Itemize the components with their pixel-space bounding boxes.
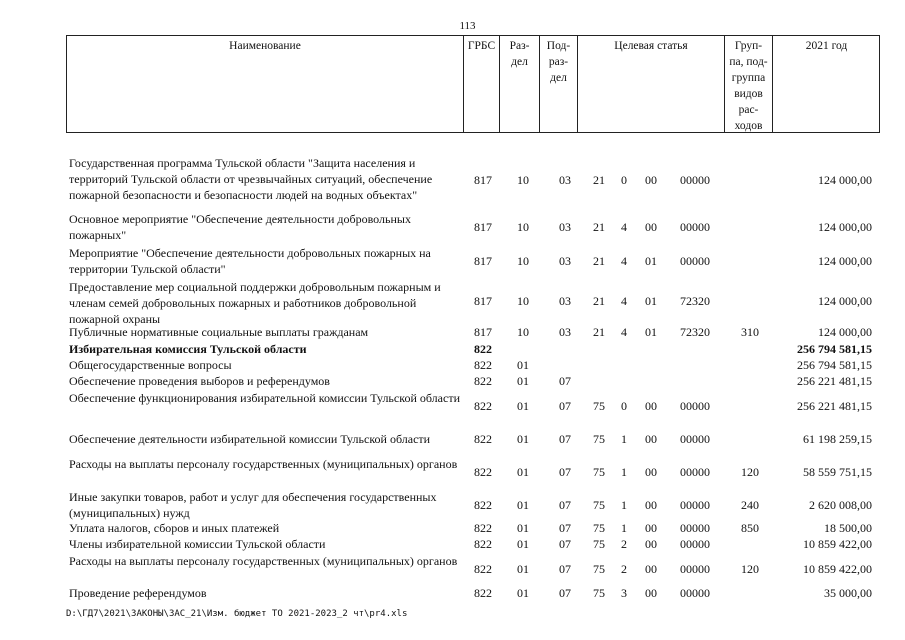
- row-ts4: 00000: [680, 254, 710, 268]
- row-grbs: 822: [474, 562, 492, 576]
- row-ts2: 4: [621, 220, 627, 234]
- row-sum: 124 000,00: [818, 254, 872, 268]
- row-ts4: 00000: [680, 521, 710, 535]
- row-podrazdel: 07: [559, 432, 571, 446]
- row-name: Расходы на выплаты персоналу государственных (муниципальных) органов: [69, 457, 458, 471]
- row-ts2: 0: [621, 173, 627, 187]
- row-grbs: 822: [474, 342, 492, 356]
- row-razdel: 01: [517, 521, 529, 535]
- row-ts3: 01: [645, 325, 657, 339]
- row-ts2: 2: [621, 537, 627, 551]
- row-sum: 10 859 422,00: [803, 562, 872, 576]
- row-ts3: 00: [645, 586, 657, 600]
- row-ts3: 00: [645, 521, 657, 535]
- row-podrazdel: 03: [559, 325, 571, 339]
- row-podrazdel: 07: [559, 498, 571, 512]
- row-ts1: 75: [593, 399, 605, 413]
- row-sum: 124 000,00: [818, 173, 872, 187]
- row-ts1: 21: [593, 325, 605, 339]
- row-name: Обеспечение проведения выборов и референдумов: [69, 374, 330, 388]
- row-ts4: 00000: [680, 173, 710, 187]
- row-vid: 120: [741, 562, 759, 576]
- row-ts2: 3: [621, 586, 627, 600]
- row-ts1: 75: [593, 498, 605, 512]
- row-sum: 256 221 481,15: [797, 399, 872, 413]
- row-grbs: 822: [474, 465, 492, 479]
- row-razdel: 10: [517, 294, 529, 308]
- row-ts3: 00: [645, 562, 657, 576]
- row-sum: 61 198 259,15: [803, 432, 872, 446]
- row-ts1: 21: [593, 294, 605, 308]
- header-year: 2021 год: [805, 40, 848, 52]
- row-podrazdel: 03: [559, 294, 571, 308]
- row-grbs: 822: [474, 358, 492, 372]
- row-ts2: 1: [621, 432, 627, 446]
- row-podrazdel: 07: [559, 537, 571, 551]
- row-name: Мероприятие "Обеспечение деятельности добровольных пожарных на территории Тульской области": [69, 246, 431, 276]
- row-ts2: 0: [621, 399, 627, 413]
- page-number: 113: [459, 20, 476, 32]
- row-name: Обеспечение функционирования избирательной комиссии Тульской области: [69, 391, 460, 405]
- row-ts2: 4: [621, 254, 627, 268]
- row-ts1: 75: [593, 562, 605, 576]
- row-ts1: 21: [593, 220, 605, 234]
- row-ts4: 00000: [680, 562, 710, 576]
- row-ts4: 00000: [680, 586, 710, 600]
- row-name: Члены избирательной комиссии Тульской области: [69, 537, 326, 551]
- row-grbs: 822: [474, 521, 492, 535]
- row-razdel: 01: [517, 374, 529, 388]
- row-vid: 850: [741, 521, 759, 535]
- footer-path: D:\ГД7\2021\ЗАКОНЫ\ЗАС_21\Изм. бюджет ТО 2021-2023_2 чт\pr4.xls: [66, 609, 408, 619]
- header-podrazdel: Под- раз- дел: [540, 36, 578, 132]
- row-ts4: 00000: [680, 432, 710, 446]
- row-razdel: 01: [517, 399, 529, 413]
- row-ts2: 4: [621, 294, 627, 308]
- row-sum: 124 000,00: [818, 325, 872, 339]
- row-ts4: 00000: [680, 465, 710, 479]
- row-razdel: 10: [517, 325, 529, 339]
- row-podrazdel: 07: [559, 399, 571, 413]
- row-ts2: 1: [621, 521, 627, 535]
- row-sum: 18 500,00: [824, 521, 872, 535]
- row-name: Общегосударственные вопросы: [69, 358, 232, 372]
- row-sum: 256 794 581,15: [797, 358, 872, 372]
- row-name: Проведение референдумов: [69, 586, 207, 600]
- row-razdel: 01: [517, 498, 529, 512]
- header-target: Целевая статья: [578, 36, 725, 132]
- row-podrazdel: 07: [559, 521, 571, 535]
- row-name: Расходы на выплаты персоналу государственных (муниципальных) органов: [69, 554, 458, 568]
- row-grbs: 817: [474, 220, 492, 234]
- row-grbs: 822: [474, 537, 492, 551]
- row-ts1: 75: [593, 586, 605, 600]
- row-name: Избирательная комиссия Тульской области: [69, 342, 307, 356]
- row-ts2: 2: [621, 562, 627, 576]
- row-sum: 10 859 422,00: [803, 537, 872, 551]
- row-ts3: 00: [645, 537, 657, 551]
- row-vid: 310: [741, 325, 759, 339]
- row-grbs: 822: [474, 432, 492, 446]
- row-ts3: 00: [645, 432, 657, 446]
- row-podrazdel: 07: [559, 374, 571, 388]
- row-name: Обеспечение деятельности избирательной комиссии Тульской области: [69, 432, 431, 446]
- row-grbs: 822: [474, 498, 492, 512]
- row-name: Основное мероприятие "Обеспечение деятельности добровольных пожарных": [69, 212, 411, 242]
- row-ts1: 21: [593, 254, 605, 268]
- row-razdel: 01: [517, 358, 529, 372]
- header-grbs: ГРБС: [464, 36, 500, 132]
- row-podrazdel: 03: [559, 254, 571, 268]
- row-podrazdel: 07: [559, 586, 571, 600]
- row-name: Уплата налогов, сборов и иных платежей: [69, 521, 280, 535]
- row-ts1: 21: [593, 173, 605, 187]
- row-sum: 256 794 581,15: [797, 342, 872, 356]
- row-ts4: 00000: [680, 498, 710, 512]
- row-grbs: 817: [474, 173, 492, 187]
- row-ts1: 75: [593, 537, 605, 551]
- row-ts2: 1: [621, 465, 627, 479]
- row-razdel: 01: [517, 432, 529, 446]
- row-ts3: 00: [645, 220, 657, 234]
- row-grbs: 822: [474, 586, 492, 600]
- row-ts3: 00: [645, 173, 657, 187]
- row-vid: 120: [741, 465, 759, 479]
- row-vid: 240: [741, 498, 759, 512]
- row-razdel: 01: [517, 465, 529, 479]
- row-podrazdel: 03: [559, 173, 571, 187]
- row-razdel: 10: [517, 220, 529, 234]
- row-sum: 2 620 008,00: [809, 498, 872, 512]
- row-ts4: 00000: [680, 537, 710, 551]
- row-razdel: 01: [517, 537, 529, 551]
- header-razdel: Раз- дел: [500, 36, 540, 132]
- row-podrazdel: 07: [559, 465, 571, 479]
- row-podrazdel: 07: [559, 562, 571, 576]
- row-ts3: 01: [645, 254, 657, 268]
- row-grbs: 817: [474, 294, 492, 308]
- row-ts3: 00: [645, 498, 657, 512]
- row-ts4: 72320: [680, 325, 710, 339]
- row-ts3: 00: [645, 399, 657, 413]
- row-name: Предоставление мер социальной поддержки добровольным пожарным и членам семей добровольных пожарных и работников добровольной пожарной охраны: [69, 280, 441, 326]
- row-ts1: 75: [593, 521, 605, 535]
- row-ts1: 75: [593, 432, 605, 446]
- row-ts4: 72320: [680, 294, 710, 308]
- row-ts4: 00000: [680, 399, 710, 413]
- row-sum: 124 000,00: [818, 294, 872, 308]
- row-ts1: 75: [593, 465, 605, 479]
- row-podrazdel: 03: [559, 220, 571, 234]
- row-sum: 256 221 481,15: [797, 374, 872, 388]
- row-ts3: 01: [645, 294, 657, 308]
- row-sum: 124 000,00: [818, 220, 872, 234]
- row-ts3: 00: [645, 465, 657, 479]
- row-name: Иные закупки товаров, работ и услуг для обеспечения государственных (муниципальных) нужд: [69, 490, 437, 520]
- row-grbs: 817: [474, 254, 492, 268]
- row-sum: 58 559 751,15: [803, 465, 872, 479]
- row-ts2: 1: [621, 498, 627, 512]
- row-ts4: 00000: [680, 220, 710, 234]
- row-name: Государственная программа Тульской области "Защита населения и территорий Тульской области от чрезвычайных ситуаций, обеспечение пожарной безопасности и безопасности людей на водных объектах": [69, 156, 433, 202]
- row-razdel: 10: [517, 254, 529, 268]
- row-ts2: 4: [621, 325, 627, 339]
- row-grbs: 817: [474, 325, 492, 339]
- row-razdel: 10: [517, 173, 529, 187]
- row-name: Публичные нормативные социальные выплаты гражданам: [69, 325, 369, 339]
- row-razdel: 01: [517, 562, 529, 576]
- row-sum: 35 000,00: [824, 586, 872, 600]
- table-header: [66, 35, 880, 133]
- row-grbs: 822: [474, 374, 492, 388]
- header-name: Наименование: [67, 36, 464, 132]
- header-vid: Груп- па, под- группа видов рас- ходов: [725, 36, 773, 132]
- row-grbs: 822: [474, 399, 492, 413]
- row-razdel: 01: [517, 586, 529, 600]
